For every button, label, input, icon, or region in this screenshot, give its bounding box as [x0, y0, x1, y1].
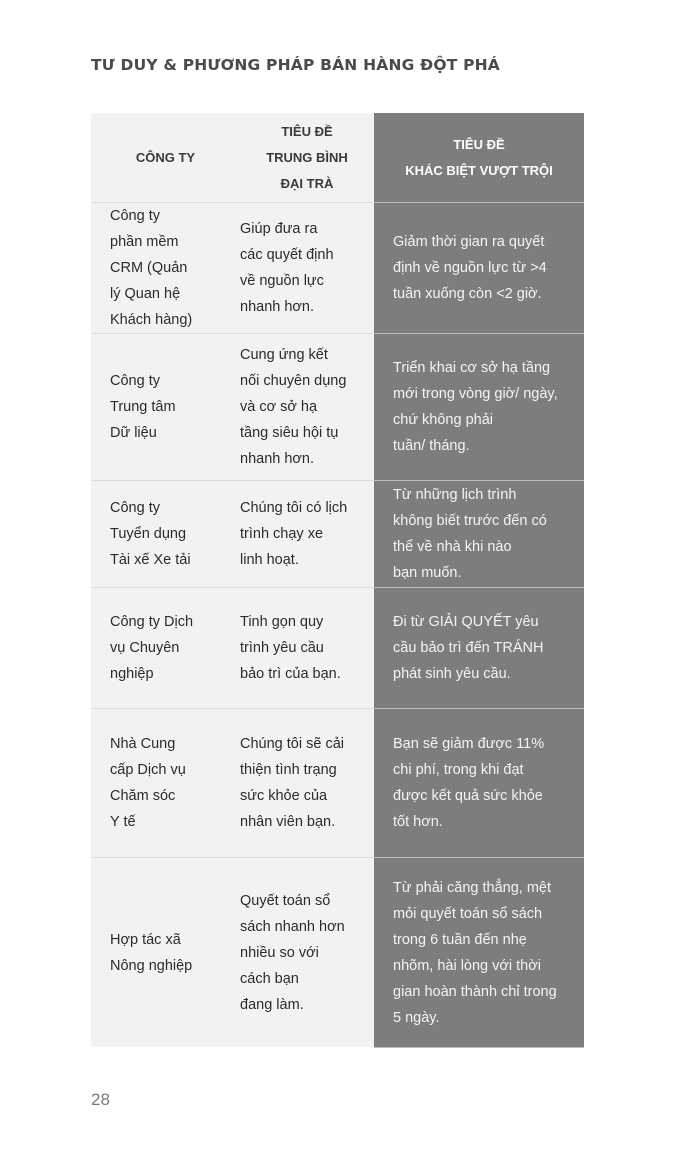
average-title-cell: Tinh gọn quy trình yêu cầu bảo trì của bạn.: [240, 614, 341, 682]
company-cell: Công ty Tuyển dụng Tài xế Xe tải: [110, 500, 191, 568]
table-row: [91, 334, 584, 481]
row-left-block: [91, 203, 374, 333]
table-header-row: [91, 113, 584, 203]
distinct-title-cell: Bạn sẽ giảm được 11% chi phí, trong khi đạt được kết quả sức khỏe tốt hơn.: [374, 709, 584, 858]
average-title-cell: Quyết toán sổ sách nhanh hơn nhiều so với cách bạn đang làm.: [240, 892, 345, 1013]
distinct-title-cell: Triển khai cơ sở hạ tầng mới trong vòng giờ/ ngày, chứ không phải tuần/ tháng.: [374, 334, 584, 481]
header-average-title: TIÊU ĐỀ TRUNG BÌNH ĐẠI TRÀ: [266, 123, 348, 191]
average-title-cell: Cung ứng kết nối chuyên dụng và cơ sở hạ tầng siêu hội tụ nhanh hơn.: [240, 347, 347, 467]
distinct-title-cell: Từ phải căng thẳng, mệt mỏi quyết toán sổ sách trong 6 tuần đến nhẹ nhõm, hài lòng với thời gian hoàn thành chỉ trong 5 ngày.: [374, 858, 584, 1048]
table-row: [91, 203, 584, 334]
row-left-block: [91, 588, 374, 708]
company-cell: Công ty Dịch vụ Chuyên nghiệp: [110, 614, 194, 682]
distinct-title-cell: Giảm thời gian ra quyết định về nguồn lực từ >4 tuần xuống còn <2 giờ.: [374, 203, 584, 334]
distinct-title-cell: Đi từ GIẢI QUYẾT yêu cầu bảo trì đến TRÁNH phát sinh yêu cầu.: [374, 588, 584, 709]
average-title-cell: Giúp đưa ra các quyết định về nguồn lực nhanh hơn.: [240, 221, 334, 315]
header-company: CÔNG TY: [135, 149, 196, 165]
table-row: [91, 588, 584, 709]
average-title-cell: Chúng tôi có lịch trình chạy xe linh hoạt.: [240, 500, 348, 568]
table-row: [91, 709, 584, 858]
row-left-block: [91, 858, 374, 1047]
company-cell: Hợp tác xã Nông nghiệp: [110, 931, 193, 974]
table-row: [91, 481, 584, 588]
row-left-block: [91, 334, 374, 480]
comparison-table: [91, 113, 584, 1047]
header-distinct-title: TIÊU ĐỀ KHÁC BIỆT VƯỢT TRỘI: [374, 113, 584, 203]
row-left-block: [91, 709, 374, 857]
distinct-title-cell: Từ những lịch trình không biết trước đến có thể về nhà khi nào bạn muốn.: [374, 481, 584, 588]
table-row: [91, 858, 584, 1047]
page-number: 28: [91, 1090, 110, 1109]
company-cell: Công ty phần mềm CRM (Quản lý Quan hệ Khách hàng): [110, 208, 193, 328]
average-title-cell: Chúng tôi sẽ cải thiện tình trạng sức khỏe của nhân viên bạn.: [240, 736, 344, 830]
running-head: TƯ DUY & PHƯƠNG PHÁP BÁN HÀNG ĐỘT PHÁ: [91, 56, 500, 74]
company-cell: Công ty Trung tâm Dữ liệu: [110, 373, 176, 441]
row-left-block: [91, 481, 374, 587]
header-left-block: [91, 113, 374, 202]
company-cell: Nhà Cung cấp Dịch vụ Chăm sóc Y tế: [110, 736, 186, 830]
